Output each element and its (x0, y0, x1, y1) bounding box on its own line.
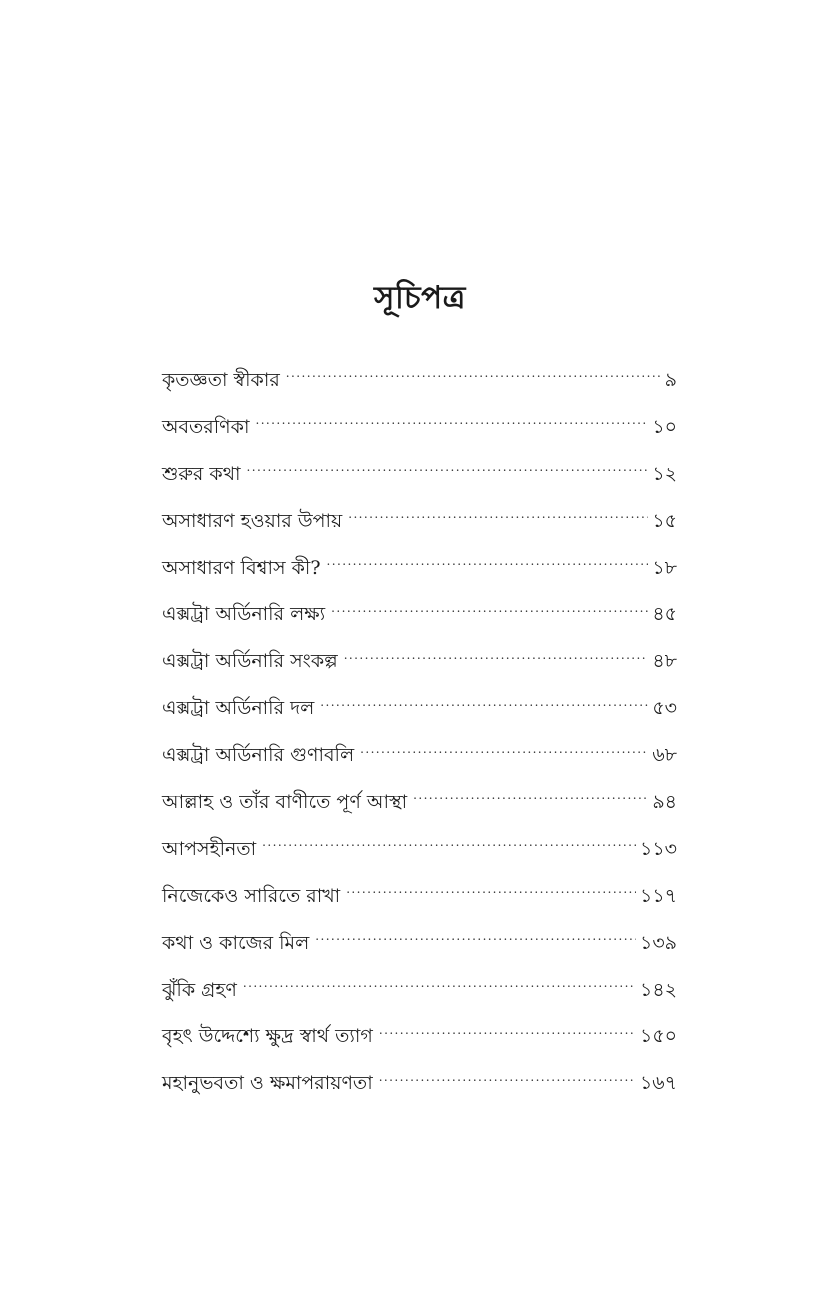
toc-entry-page-number: ১৩৯ (639, 931, 677, 954)
toc-entry-page-number: ৯৪ (652, 791, 677, 814)
toc-entry-page-number: ৬৮ (652, 744, 677, 767)
toc-entry (162, 455, 677, 502)
dot-leader (262, 843, 636, 863)
toc-entry (162, 1017, 677, 1064)
toc-entry-page-number: ১০ (652, 415, 677, 438)
toc-entry-label: মহানুভবতা ও ক্ষমাপরায়ণতা (162, 1072, 373, 1095)
dot-leader (346, 890, 636, 910)
toc-entry-page-number: ১৫০ (639, 1025, 677, 1048)
toc-entry (162, 689, 677, 736)
toc-entry-label: বৃহৎ উদ্দেশ্যে ক্ষুদ্র স্বার্থ ত্যাগ (162, 1025, 373, 1048)
toc-entry-page-number: ১৬৭ (639, 1072, 677, 1095)
toc-entry-label: অসাধারণ বিশ্বাস কী? (162, 556, 321, 579)
toc-entry-label: অসাধারণ হওয়ার উপায় (162, 509, 343, 532)
dot-leader (315, 937, 636, 957)
dot-leader (247, 468, 649, 488)
dot-leader (320, 703, 648, 723)
toc-entry-label: কৃতজ্ঞতা স্বীকার (162, 369, 280, 391)
dot-leader (379, 1031, 636, 1051)
toc-entry (162, 595, 677, 642)
toc-entry-label: এক্সট্রা অর্ডিনারি দল (162, 697, 315, 720)
toc-entry-label: শুরুর কথা (162, 462, 241, 485)
toc-entry (162, 971, 677, 1018)
toc-entry (162, 549, 677, 596)
dot-leader (255, 421, 648, 441)
dot-leader (344, 656, 649, 676)
toc-entry-label: এক্সট্রা অর্ডিনারি লক্ষ্য (162, 603, 326, 626)
toc-entry-label: অবতরণিকা (162, 415, 250, 438)
toc-entry-page-number: ১৫ (652, 509, 677, 532)
toc-entry-label: এক্সট্রা অর্ডিনারি গুণাবলি (162, 744, 355, 767)
toc-entry-page-number: ১২ (652, 462, 677, 485)
dot-leader (348, 515, 648, 535)
toc-entry (162, 924, 677, 971)
toc-entry-label: কথা ও কাজের মিল (162, 931, 310, 954)
toc-entry-page-number: ৯ (664, 369, 677, 391)
toc-entry-page-number: ১১৩ (639, 837, 677, 860)
toc-entry (162, 736, 677, 783)
toc-entry (162, 1064, 677, 1111)
toc-entry-label: এক্সট্রা অর্ডিনারি সংকল্প (162, 650, 338, 673)
dot-leader (327, 562, 649, 582)
toc-entry (162, 502, 677, 549)
toc-entry-label: আল্লাহ ও তাঁর বাণীতে পূর্ণ আস্থা (162, 791, 408, 814)
toc-entry-page-number: ৪৫ (652, 603, 677, 626)
dot-leader (331, 609, 648, 629)
table-of-contents (162, 361, 677, 1111)
toc-entry (162, 642, 677, 689)
toc-entry-label: ঝুঁকি গ্রহণ (162, 978, 237, 1001)
dot-leader (379, 1078, 636, 1098)
toc-entry-page-number: ৪৮ (652, 650, 677, 673)
dot-leader (360, 750, 648, 770)
toc-entry (162, 830, 677, 877)
toc-entry-label: আপসহীনতা (162, 837, 257, 860)
toc-entry (162, 877, 677, 924)
dot-leader (413, 796, 648, 816)
page-title: সূচিপত্র (374, 280, 466, 316)
dot-leader (243, 984, 636, 1004)
toc-entry-page-number: ৫৩ (652, 697, 677, 720)
toc-entry-label: নিজেকেও সারিতে রাখা (162, 884, 341, 907)
toc-entry (162, 408, 677, 455)
toc-entry-page-number: ১৮ (652, 556, 677, 579)
toc-entry-page-number: ১৪২ (639, 978, 677, 1001)
toc-entry (162, 361, 677, 408)
toc-entry (162, 783, 677, 830)
dot-leader (286, 374, 661, 394)
toc-entry-page-number: ১১৭ (639, 884, 677, 907)
